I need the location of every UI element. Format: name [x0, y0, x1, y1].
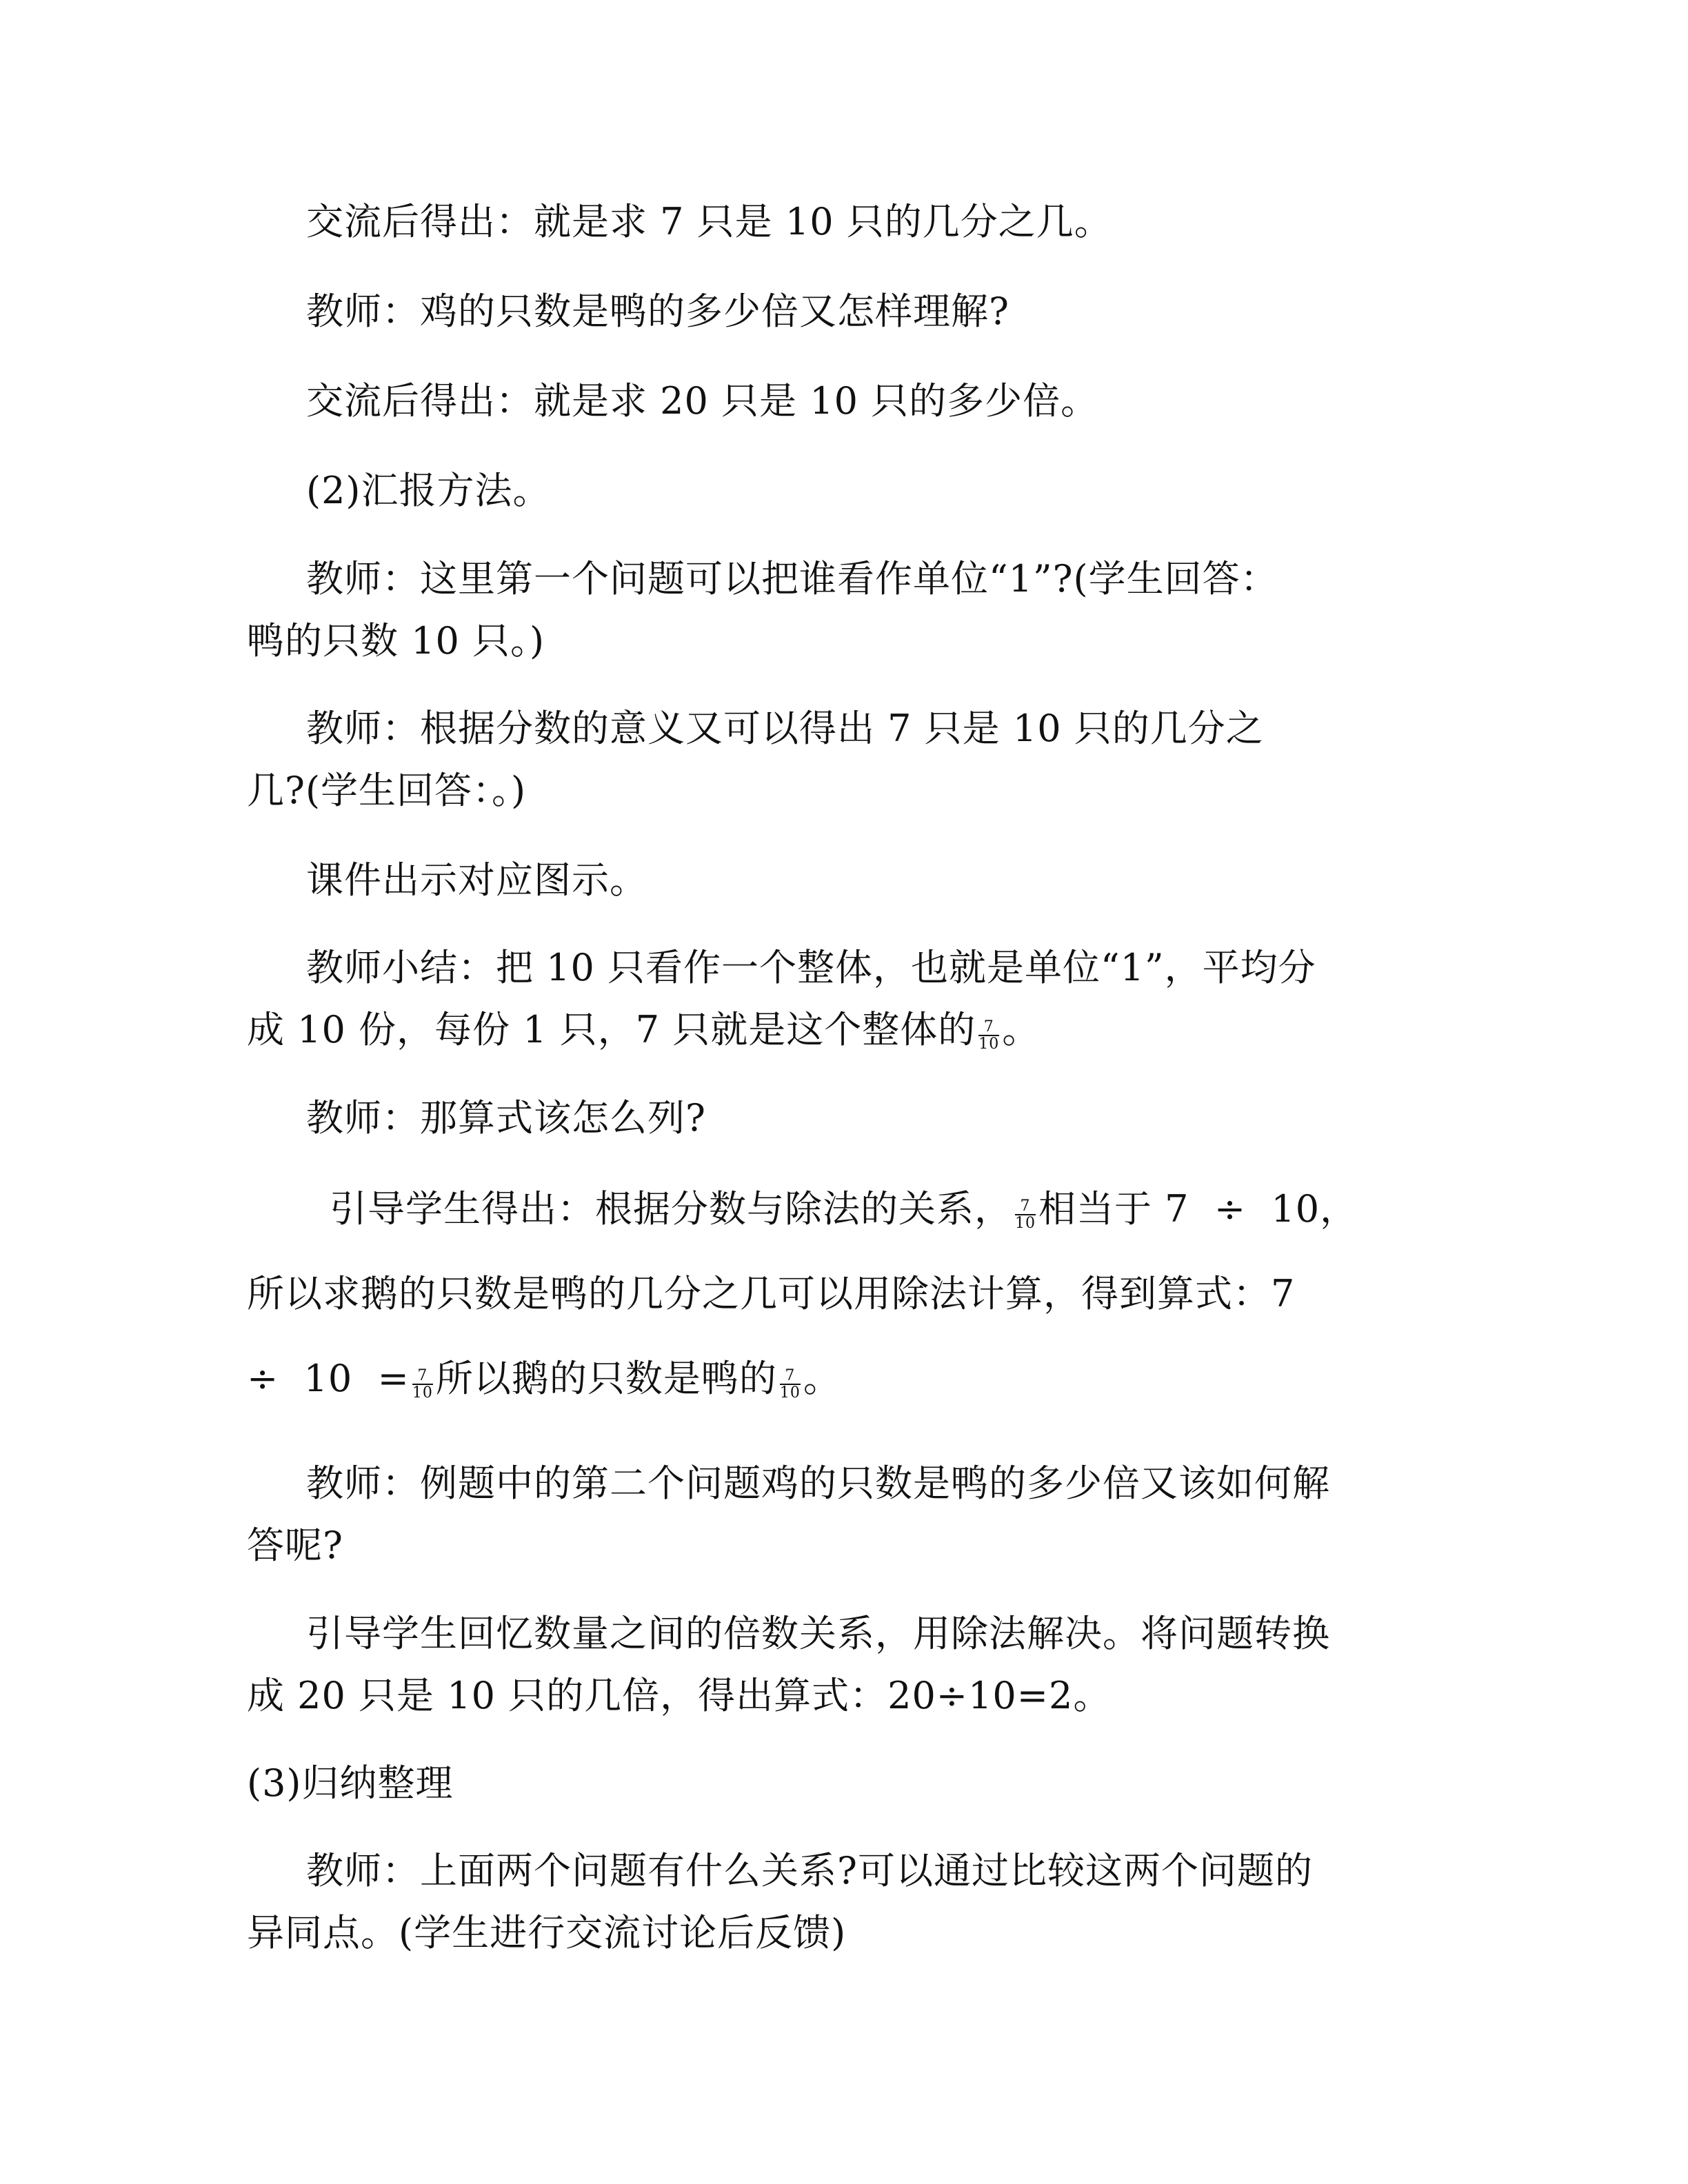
- text-line: 几?(学生回答：。): [247, 769, 527, 812]
- text-segment: 。: [803, 1357, 841, 1400]
- text-line: 教师小结：把 10 只看作一个整体，也就是单位“1”，平均分: [306, 946, 1316, 989]
- text-segment: 所以鹅的只数是鸭的: [435, 1357, 777, 1400]
- text-line: 教师：根据分数的意义又可以得出 7 只是 10 只的几分之: [306, 707, 1264, 750]
- text-segment: 引导学生得出：根据分数与除法的关系，: [330, 1187, 1012, 1231]
- text-line: 所以求鹅的只数是鸭的几分之几可以用除法计算，得到算式：7: [247, 1272, 1296, 1315]
- text-line: [247, 1008, 1040, 1052]
- fraction-denominator: 10: [779, 1384, 801, 1402]
- fraction-denominator: 10: [978, 1035, 1000, 1053]
- fraction-numerator: 7: [983, 1018, 994, 1035]
- text-line: 鸭的只数 10 只。): [247, 619, 545, 663]
- text-line: 引导学生回忆数量之间的倍数关系，用除法解决。将问题转换: [306, 1612, 1330, 1655]
- fraction: [412, 1368, 433, 1401]
- text-line: 成 20 只是 10 只的几倍，得出算式：20÷10=2。: [247, 1674, 1112, 1717]
- text-line: 答呢?: [247, 1524, 343, 1567]
- text-line: 教师：鸡的只数是鸭的多少倍又怎样理解?: [306, 290, 1009, 333]
- fraction: [780, 1368, 801, 1401]
- text-line: 课件出示对应图示。: [306, 858, 647, 902]
- fraction: [1015, 1199, 1036, 1231]
- text-segment: 相当于 7 ÷ 10，: [1038, 1187, 1358, 1231]
- text-line: (2)汇报方法。: [306, 469, 551, 512]
- text-line: 交流后得出：就是求 20 只是 10 只的多少倍。: [306, 379, 1099, 423]
- text-segment: ÷ 10 =: [247, 1357, 410, 1400]
- fraction-numerator: 7: [785, 1366, 796, 1384]
- text-line: (3)归纳整理: [247, 1761, 454, 1805]
- fraction: [978, 1020, 999, 1052]
- fraction-denominator: 10: [1015, 1214, 1036, 1232]
- fraction-denominator: 10: [412, 1384, 433, 1402]
- text-line: [247, 1357, 841, 1401]
- text-line: 教师：那算式该怎么列?: [306, 1096, 706, 1140]
- text-line: 异同点。(学生进行交流讨论后反馈): [247, 1911, 847, 1954]
- text-segment: 成 10 份，每份 1 只，7 只就是这个整体的: [247, 1008, 976, 1051]
- text-line: [330, 1187, 1358, 1231]
- text-segment: 。: [1002, 1008, 1041, 1051]
- text-line: 教师：例题中的第二个问题鸡的只数是鸭的多少倍又该如何解: [306, 1462, 1330, 1505]
- fraction-numerator: 7: [1020, 1197, 1031, 1215]
- text-line: 教师：这里第一个问题可以把谁看作单位“1”?(学生回答：: [306, 557, 1278, 600]
- text-line: 教师：上面两个问题有什么关系?可以通过比较这两个问题的: [306, 1849, 1313, 1892]
- text-line: 交流后得出：就是求 7 只是 10 只的几分之几。: [306, 200, 1112, 243]
- fraction-numerator: 7: [417, 1366, 428, 1384]
